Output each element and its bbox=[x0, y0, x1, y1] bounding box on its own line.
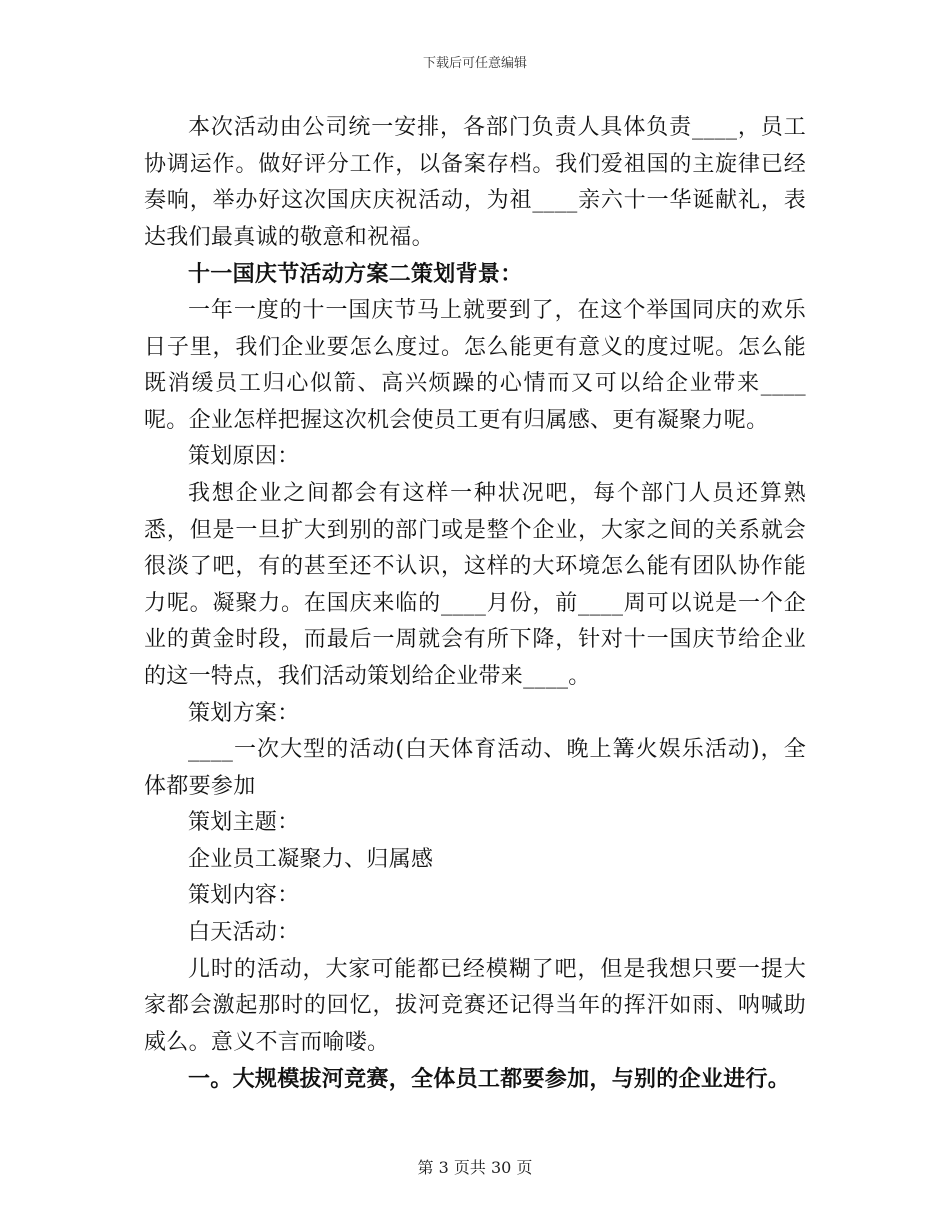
paragraph-planning-theme: 企业员工凝聚力、归属感 bbox=[188, 846, 434, 872]
section-heading-plan-two-background: 十一国庆节活动方案二策划背景： bbox=[188, 261, 523, 288]
heading-tug-of-war: 一。大规模拔河竞赛，全体员工都要参加，与别的企业进行。 bbox=[188, 1066, 791, 1093]
paragraph-planning-scheme: ____一次大型的活动(白天体育活动、晚上篝火娱乐活动)，全体都要参加 bbox=[144, 737, 806, 799]
paragraph-activity-arrangement: 本次活动由公司统一安排，各部门负责人具体负责____，员工协调运作。做好评分工作，以备案存档。我们爱祖国的主旋律已经奏响，举办好这次国庆庆祝活动，为祖____亲六十一华诞献礼，表达我们最真诚的敬意和祝福。 bbox=[144, 115, 806, 250]
page-header-note: 下载后可任意编辑 bbox=[422, 56, 527, 71]
label-daytime-activities: 白天活动： bbox=[188, 920, 300, 946]
label-planning-content: 策划内容： bbox=[188, 883, 300, 909]
paragraph-planning-reason: 我想企业之间都会有这样一种状况吧，每个部门人员还算熟悉，但是一旦扩大到别的部门或是整个企业，大家之间的关系就会很淡了吧，有的甚至还不认识，这样的大环境怎么能有团队协作能力呢。凝聚力。在国庆来临的____月份，前____周可以说是一个企业的黄金时段，而最后一周就会有所下降，针对十一国庆节给企业的这一特点，我们活动策划给企业带来____。 bbox=[144, 480, 806, 689]
document-body bbox=[144, 110, 806, 1098]
label-planning-theme: 策划主题： bbox=[188, 810, 300, 836]
paragraph-childhood-activities: 儿时的活动，大家可能都已经模糊了吧，但是我想只要一提大家都会激起那时的回忆，拔河竞赛还记得当年的挥汗如雨、呐喊助威么。意义不言而喻喽。 bbox=[144, 956, 806, 1055]
page-number-footer: 第 3 页共 30 页 bbox=[417, 1158, 533, 1177]
label-planning-scheme: 策划方案： bbox=[188, 700, 300, 726]
label-planning-reason: 策划原因： bbox=[188, 444, 300, 470]
paragraph-background: 一年一度的十一国庆节马上就要到了，在这个举国同庆的欢乐日子里，我们企业要怎么度过。怎么能更有意义的度过呢。怎么能既消缓员工归心似箭、高兴烦躁的心情而又可以给企业带来____呢。企业怎样把握这次机会使员工更有归属感、更有凝聚力呢。 bbox=[144, 297, 806, 433]
